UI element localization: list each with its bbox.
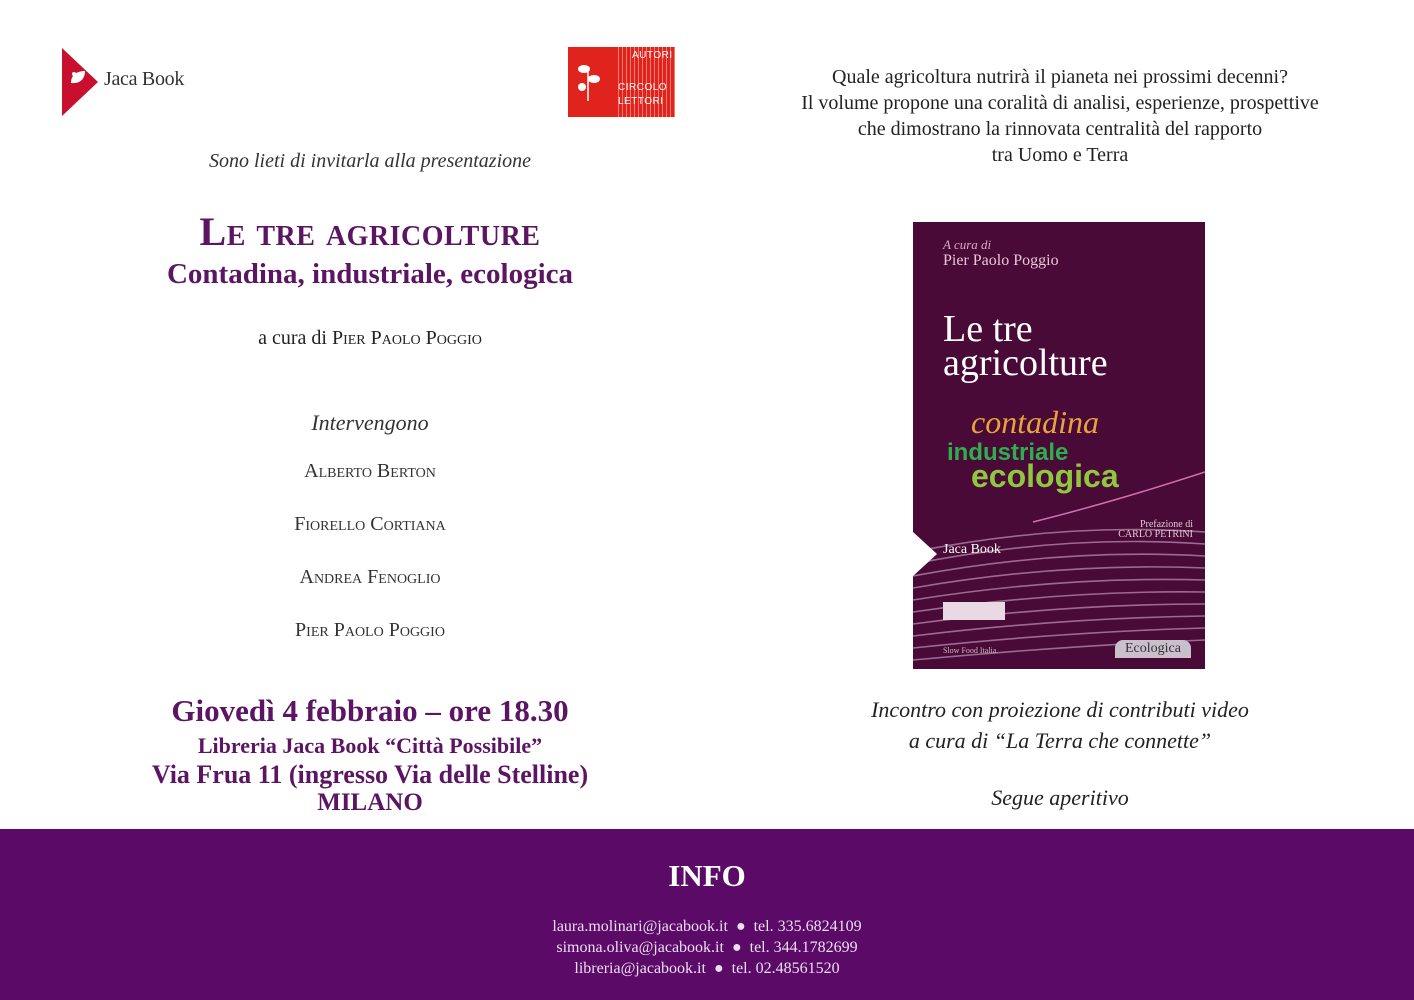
- cover-title-line: agricolture: [943, 342, 1108, 384]
- cover-preface-label: Prefazione di: [1139, 519, 1193, 530]
- curator-name: Pier Paolo Poggio: [331, 327, 482, 349]
- speakers-heading: Intervengono: [311, 410, 429, 435]
- event-note: [740, 694, 1380, 756]
- note-line: Incontro con proiezione di contributi video: [871, 697, 1249, 722]
- jaca-book-logo: [62, 46, 202, 118]
- bullet-icon: ●: [731, 918, 750, 935]
- circolo-lettori-logo: [568, 47, 675, 117]
- speaker-name: Andrea Fenoglio: [299, 566, 441, 588]
- leaf-icon: [68, 68, 88, 88]
- cover-series: Ecologica: [1115, 640, 1191, 658]
- bullet-icon: ●: [709, 960, 728, 977]
- description-line: che dimostrano la rinnovata centralità del rapporto: [857, 118, 1263, 140]
- aperitivo-line: Segue aperitivo: [991, 785, 1129, 810]
- bullet-icon: ●: [727, 939, 746, 956]
- cover-word-industriale: industriale: [947, 439, 1069, 466]
- cover-curated-by: A cura di: [943, 237, 992, 252]
- cover-title-line: Le tre: [943, 308, 1033, 350]
- invite-line: Sono lieti di invitarla alla presentazione: [208, 150, 531, 172]
- curator-prefix: a cura di: [258, 327, 327, 349]
- cover-word-ecologica: ecologica: [971, 458, 1119, 494]
- description-line: Quale agricoltura nutrirà il pianeta nei prossimi decenni?: [832, 66, 1288, 88]
- speaker-name: Alberto Berton: [304, 460, 436, 482]
- event-date: Giovedì 4 febbraio – ore 18.30: [171, 693, 569, 728]
- contact-phone: tel. 335.6824109: [753, 918, 862, 935]
- cover-partner: Slow Food Italia: [943, 646, 997, 655]
- event-address: Via Frua 11 (ingresso Via delle Stelline): [151, 760, 589, 789]
- circolo-logo-line: AUTORI: [632, 50, 673, 61]
- contact-list: [0, 916, 1414, 979]
- contact-phone: tel. 02.48561520: [731, 960, 840, 977]
- contact-row: [0, 937, 1414, 958]
- jaca-book-logo-text: Jaca Book: [104, 68, 185, 90]
- speaker-name: Fiorello Cortiana: [294, 513, 446, 535]
- book-subtitle: Contadina, industriale, ecologica: [166, 258, 573, 290]
- contact-row: [0, 916, 1414, 937]
- curator-line: [70, 327, 670, 350]
- cover-word-contadina: contadina: [971, 404, 1099, 440]
- info-title: INFO: [668, 858, 746, 893]
- description-line: tra Uomo e Terra: [991, 144, 1129, 166]
- contact-email[interactable]: laura.molinari@jacabook.it: [552, 918, 728, 935]
- flower-icon: [574, 57, 604, 105]
- book-cover: [913, 222, 1205, 669]
- cover-publisher: Jaca Book: [943, 542, 1001, 557]
- cover-preface: [1118, 520, 1193, 540]
- circolo-logo-line: LETTORI: [618, 96, 664, 107]
- book-description: [740, 64, 1380, 168]
- cover-jaca-triangle-icon: [913, 532, 937, 576]
- cover-preface-author: CARLO PETRINI: [1118, 529, 1193, 540]
- description-line: Il volume propone una coralità di analisi, esperienze, prospettive: [801, 92, 1319, 114]
- contact-row: [0, 958, 1414, 979]
- event-city: MILANO: [317, 789, 423, 816]
- contact-email[interactable]: libreria@jacabook.it: [574, 960, 706, 977]
- book-title: Le tre agricolture: [199, 209, 541, 254]
- contact-email[interactable]: simona.oliva@jacabook.it: [556, 939, 724, 956]
- speaker-name: Pier Paolo Poggio: [295, 619, 445, 641]
- circolo-logo-line: CIRCOLO: [618, 82, 668, 93]
- cover-author: Pier Paolo Poggio: [943, 252, 1059, 269]
- foundation-logo-icon: [943, 602, 1005, 620]
- event-venue: Libreria Jaca Book “Città Possibile”: [197, 733, 543, 758]
- note-line: a cura di “La Terra che connette”: [908, 728, 1212, 753]
- cover-title: [943, 308, 1108, 384]
- contact-phone: tel. 344.1782699: [749, 939, 858, 956]
